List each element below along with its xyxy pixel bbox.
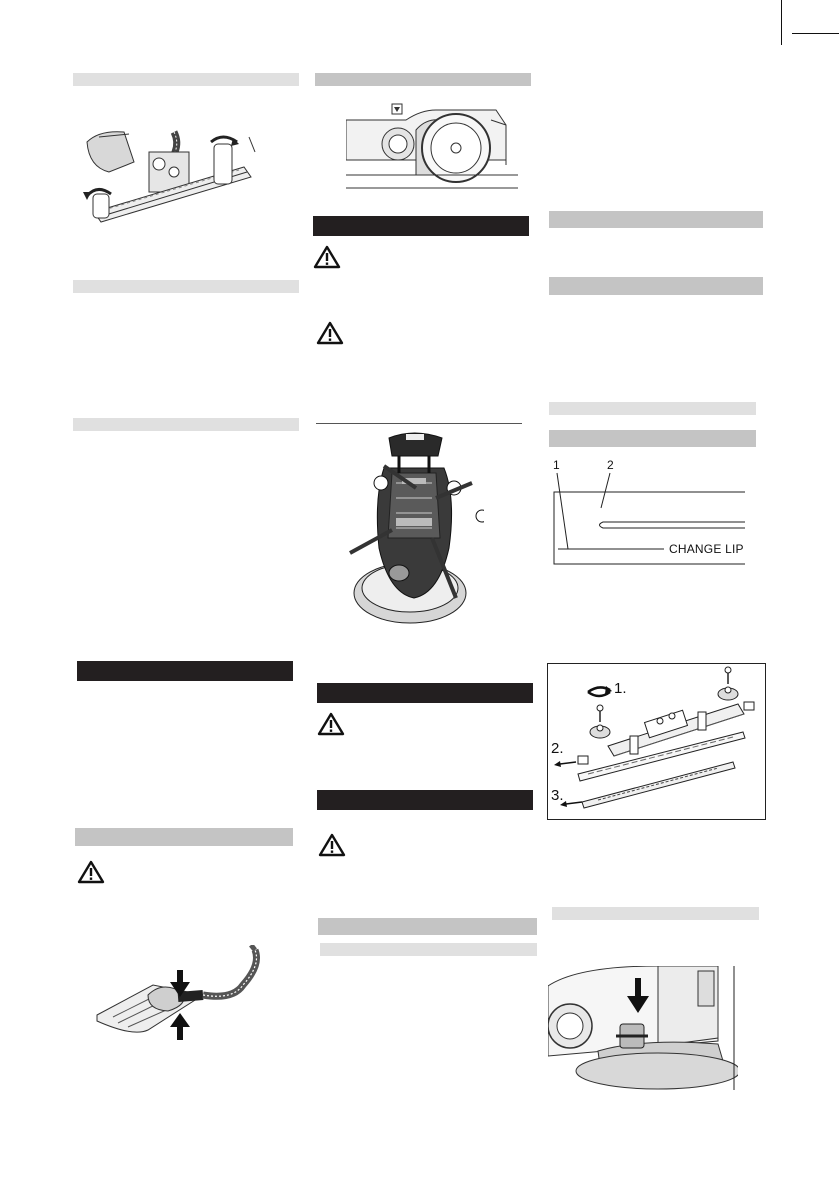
section-bar xyxy=(73,280,299,293)
wheel-illustration xyxy=(346,100,518,190)
step-1-label: 1. xyxy=(614,680,627,697)
section-bar xyxy=(77,661,293,681)
warning-icon xyxy=(318,833,346,857)
section-bar xyxy=(549,211,763,228)
warning-icon xyxy=(77,860,105,884)
section-bar xyxy=(317,683,533,703)
section-bar xyxy=(549,277,763,295)
warning-icon xyxy=(316,321,344,345)
section-bar xyxy=(317,790,533,810)
cut-mark-vertical xyxy=(781,0,782,45)
arrow-down-icon xyxy=(627,978,649,1014)
warning-icon xyxy=(313,245,341,269)
section-bar xyxy=(549,430,756,447)
squeegee-mount-illustration xyxy=(79,122,259,227)
section-bar xyxy=(73,73,299,86)
section-bar xyxy=(75,828,293,846)
squeegee-lip-label-figure xyxy=(548,458,748,568)
callout-1: 1 xyxy=(553,458,560,472)
callout-2: 2 xyxy=(607,458,614,472)
cut-mark-horizontal xyxy=(792,33,839,34)
change-lip-label: CHANGE LIP xyxy=(669,542,744,556)
hose-filter-illustration xyxy=(93,945,303,1040)
section-bar xyxy=(552,907,759,920)
section-bar xyxy=(73,418,299,431)
step-2-label: 2. xyxy=(551,740,564,757)
arrow-up-icon xyxy=(170,1012,190,1040)
section-bar xyxy=(315,73,531,86)
step-3-label: 3. xyxy=(551,787,564,804)
section-bar xyxy=(313,216,529,236)
section-bar xyxy=(320,943,537,956)
divider-line xyxy=(316,423,522,424)
arrow-down-icon xyxy=(170,970,190,998)
warning-icon xyxy=(317,712,345,736)
squeegee-blade-exchange-figure xyxy=(547,663,766,820)
section-bar xyxy=(549,402,756,415)
section-bar xyxy=(318,918,537,935)
machine-lifting-points-illustration xyxy=(344,428,484,626)
